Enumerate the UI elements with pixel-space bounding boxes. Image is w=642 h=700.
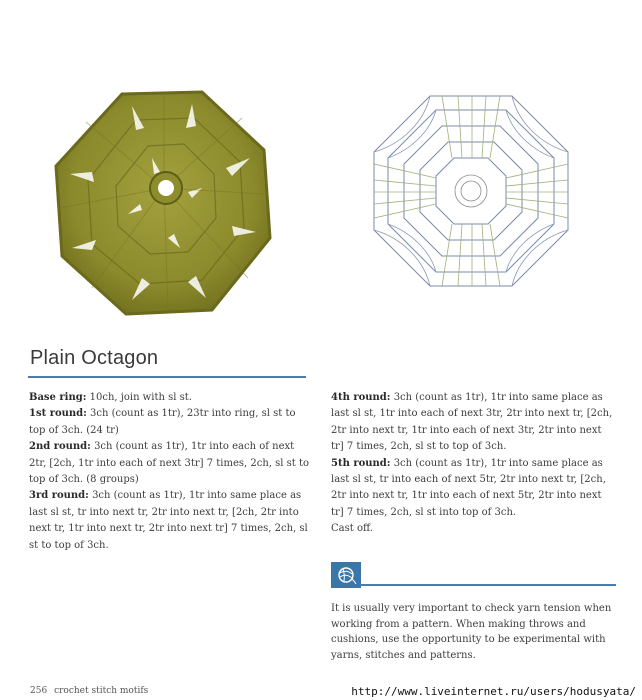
yarn-ball-icon	[331, 562, 361, 588]
round-5: 5th round: 3ch (count as 1tr), 1tr into same place as last sl st, tr into each of next 5tr, 2tr into next tr, [2ch, 2tr into next tr, 1tr into each of next 5tr, 2tr into next tr] 7 times, 2ch, sl st into top of 3ch.	[331, 457, 606, 518]
watermark-url: http://www.liveinternet.ru/users/hodusyata/	[351, 685, 636, 698]
tip-text: It is usually very important to check yarn tension when working from a pattern. When making throws and cushions, use the opportunity to be experimental with yarns, stitches and patterns.	[331, 603, 612, 661]
round-base: Base ring: 10ch, join with sl st.	[29, 392, 192, 403]
round-1: 1st round: 3ch (count as 1tr), 23tr into ring, sl st to top of 3ch. (24 tr)	[29, 408, 296, 436]
page-folio	[30, 686, 148, 696]
title-rule	[28, 376, 306, 378]
section-label: crochet stitch motifs	[54, 686, 149, 696]
pattern-title: Plain Octagon	[30, 347, 159, 369]
tip-rule	[360, 584, 616, 586]
round-2: 2nd round: 3ch (count as 1tr), 1tr into each of next 2tr, [2ch, 1tr into each of next 3tr] 7 times, 2ch, sl st to top of 3ch. (8 groups)	[29, 441, 309, 486]
instructions-right-column	[331, 390, 613, 538]
motif-photo	[52, 88, 276, 318]
page-number: 256	[30, 686, 48, 696]
round-4: 4th round: 3ch (count as 1tr), 1tr into same place as last sl st, 1tr into each of next 3tr, 2tr into next tr, [2ch, 2tr into next tr, 1tr into each of next 3tr, 2tr into next tr] 7 times, 2ch, sl st to top of 3ch.	[331, 392, 613, 453]
cast-off: Cast off.	[331, 523, 373, 535]
stitch-chart-diagram	[372, 92, 570, 288]
instructions-left-column	[29, 390, 309, 554]
round-3: 3rd round: 3ch (count as 1tr), 1tr into same place as last sl st, tr into next tr, 2tr into next tr, [2ch, 2tr into next tr, 1tr into next tr, 2tr into next tr] 7 times, 2ch, sl st to top of 3ch.	[29, 490, 308, 551]
